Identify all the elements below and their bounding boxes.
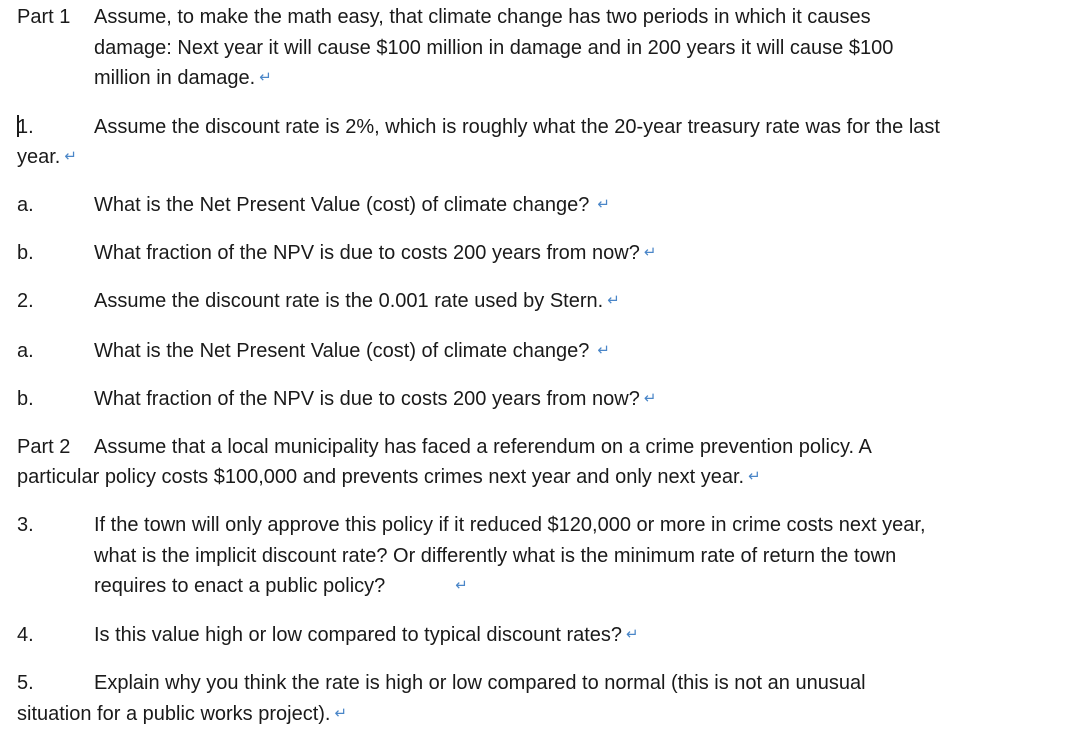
q2a-text: What is the Net Present Value (cost) of climate change? [94, 340, 590, 362]
paragraph-mark-icon: ↵ [643, 244, 657, 261]
q4-number: 4. [17, 624, 34, 646]
q1-line1: Assume the discount rate is 2%, which is roughly what the 20-year treasury rate was for the last [94, 116, 940, 138]
q1-line2: year. [17, 146, 61, 168]
part2-line2: particular policy costs $100,000 and prevents crimes next year and only next year. [17, 466, 745, 488]
q2-number: 2. [17, 290, 34, 312]
q2b-number: b. [17, 388, 34, 410]
part1-line2: damage: Next year it will cause $100 million in damage and in 200 years it will cause $100 [94, 37, 894, 59]
q3-number: 3. [17, 514, 34, 536]
part1-label: Part 1 [17, 6, 71, 28]
paragraph-mark-icon: ↵ [643, 390, 657, 407]
q2-text: Assume the discount rate is the 0.001 rate used by Stern. [94, 290, 604, 312]
part2-label: Part 2 [17, 436, 71, 458]
paragraph-mark-icon: ↵ [748, 468, 761, 485]
paragraph-mark-icon: ↵ [259, 69, 272, 86]
part1-line1: Assume, to make the math easy, that climate change has two periods in which it causes [94, 6, 871, 28]
q5-number: 5. [17, 672, 34, 694]
q5-line1: Explain why you think the rate is high or low compared to normal (this is not an unusual [94, 672, 866, 694]
q1a-text: What is the Net Present Value (cost) of climate change? [94, 194, 590, 216]
q3-line2: what is the implicit discount rate? Or differently what is the minimum rate of return the town [94, 545, 897, 567]
q5-line2: situation for a public works project). [17, 703, 331, 725]
q3-line1: If the town will only approve this policy if it reduced $120,000 or more in crime costs next year, [94, 514, 926, 536]
paragraph-mark-icon: ↵ [626, 626, 639, 643]
part1-line3: million in damage. [94, 67, 256, 89]
paragraph-mark-icon: ↵ [597, 196, 610, 213]
paragraph-mark-icon: ↵ [64, 148, 77, 165]
q1-number: 1. [17, 116, 34, 138]
q1b-number: b. [17, 242, 34, 264]
q2a-number: a. [17, 340, 34, 362]
paragraph-mark-icon: ↵ [334, 705, 348, 722]
q4-text: Is this value high or low compared to typical discount rates? [94, 624, 623, 646]
q3-line3: requires to enact a public policy? [94, 575, 386, 597]
part2-line1: Assume that a local municipality has faced a referendum on a crime prevention policy. A [94, 436, 872, 458]
paragraph-mark-icon: ↵ [607, 292, 620, 309]
paragraph-mark-icon: ↵ [597, 342, 610, 359]
q2b-text: What fraction of the NPV is due to costs 200 years from now? [94, 388, 640, 410]
paragraph-mark-icon: ↵ [455, 577, 468, 594]
q1a-number: a. [17, 194, 34, 216]
q1b-text: What fraction of the NPV is due to costs 200 years from now? [94, 242, 640, 264]
